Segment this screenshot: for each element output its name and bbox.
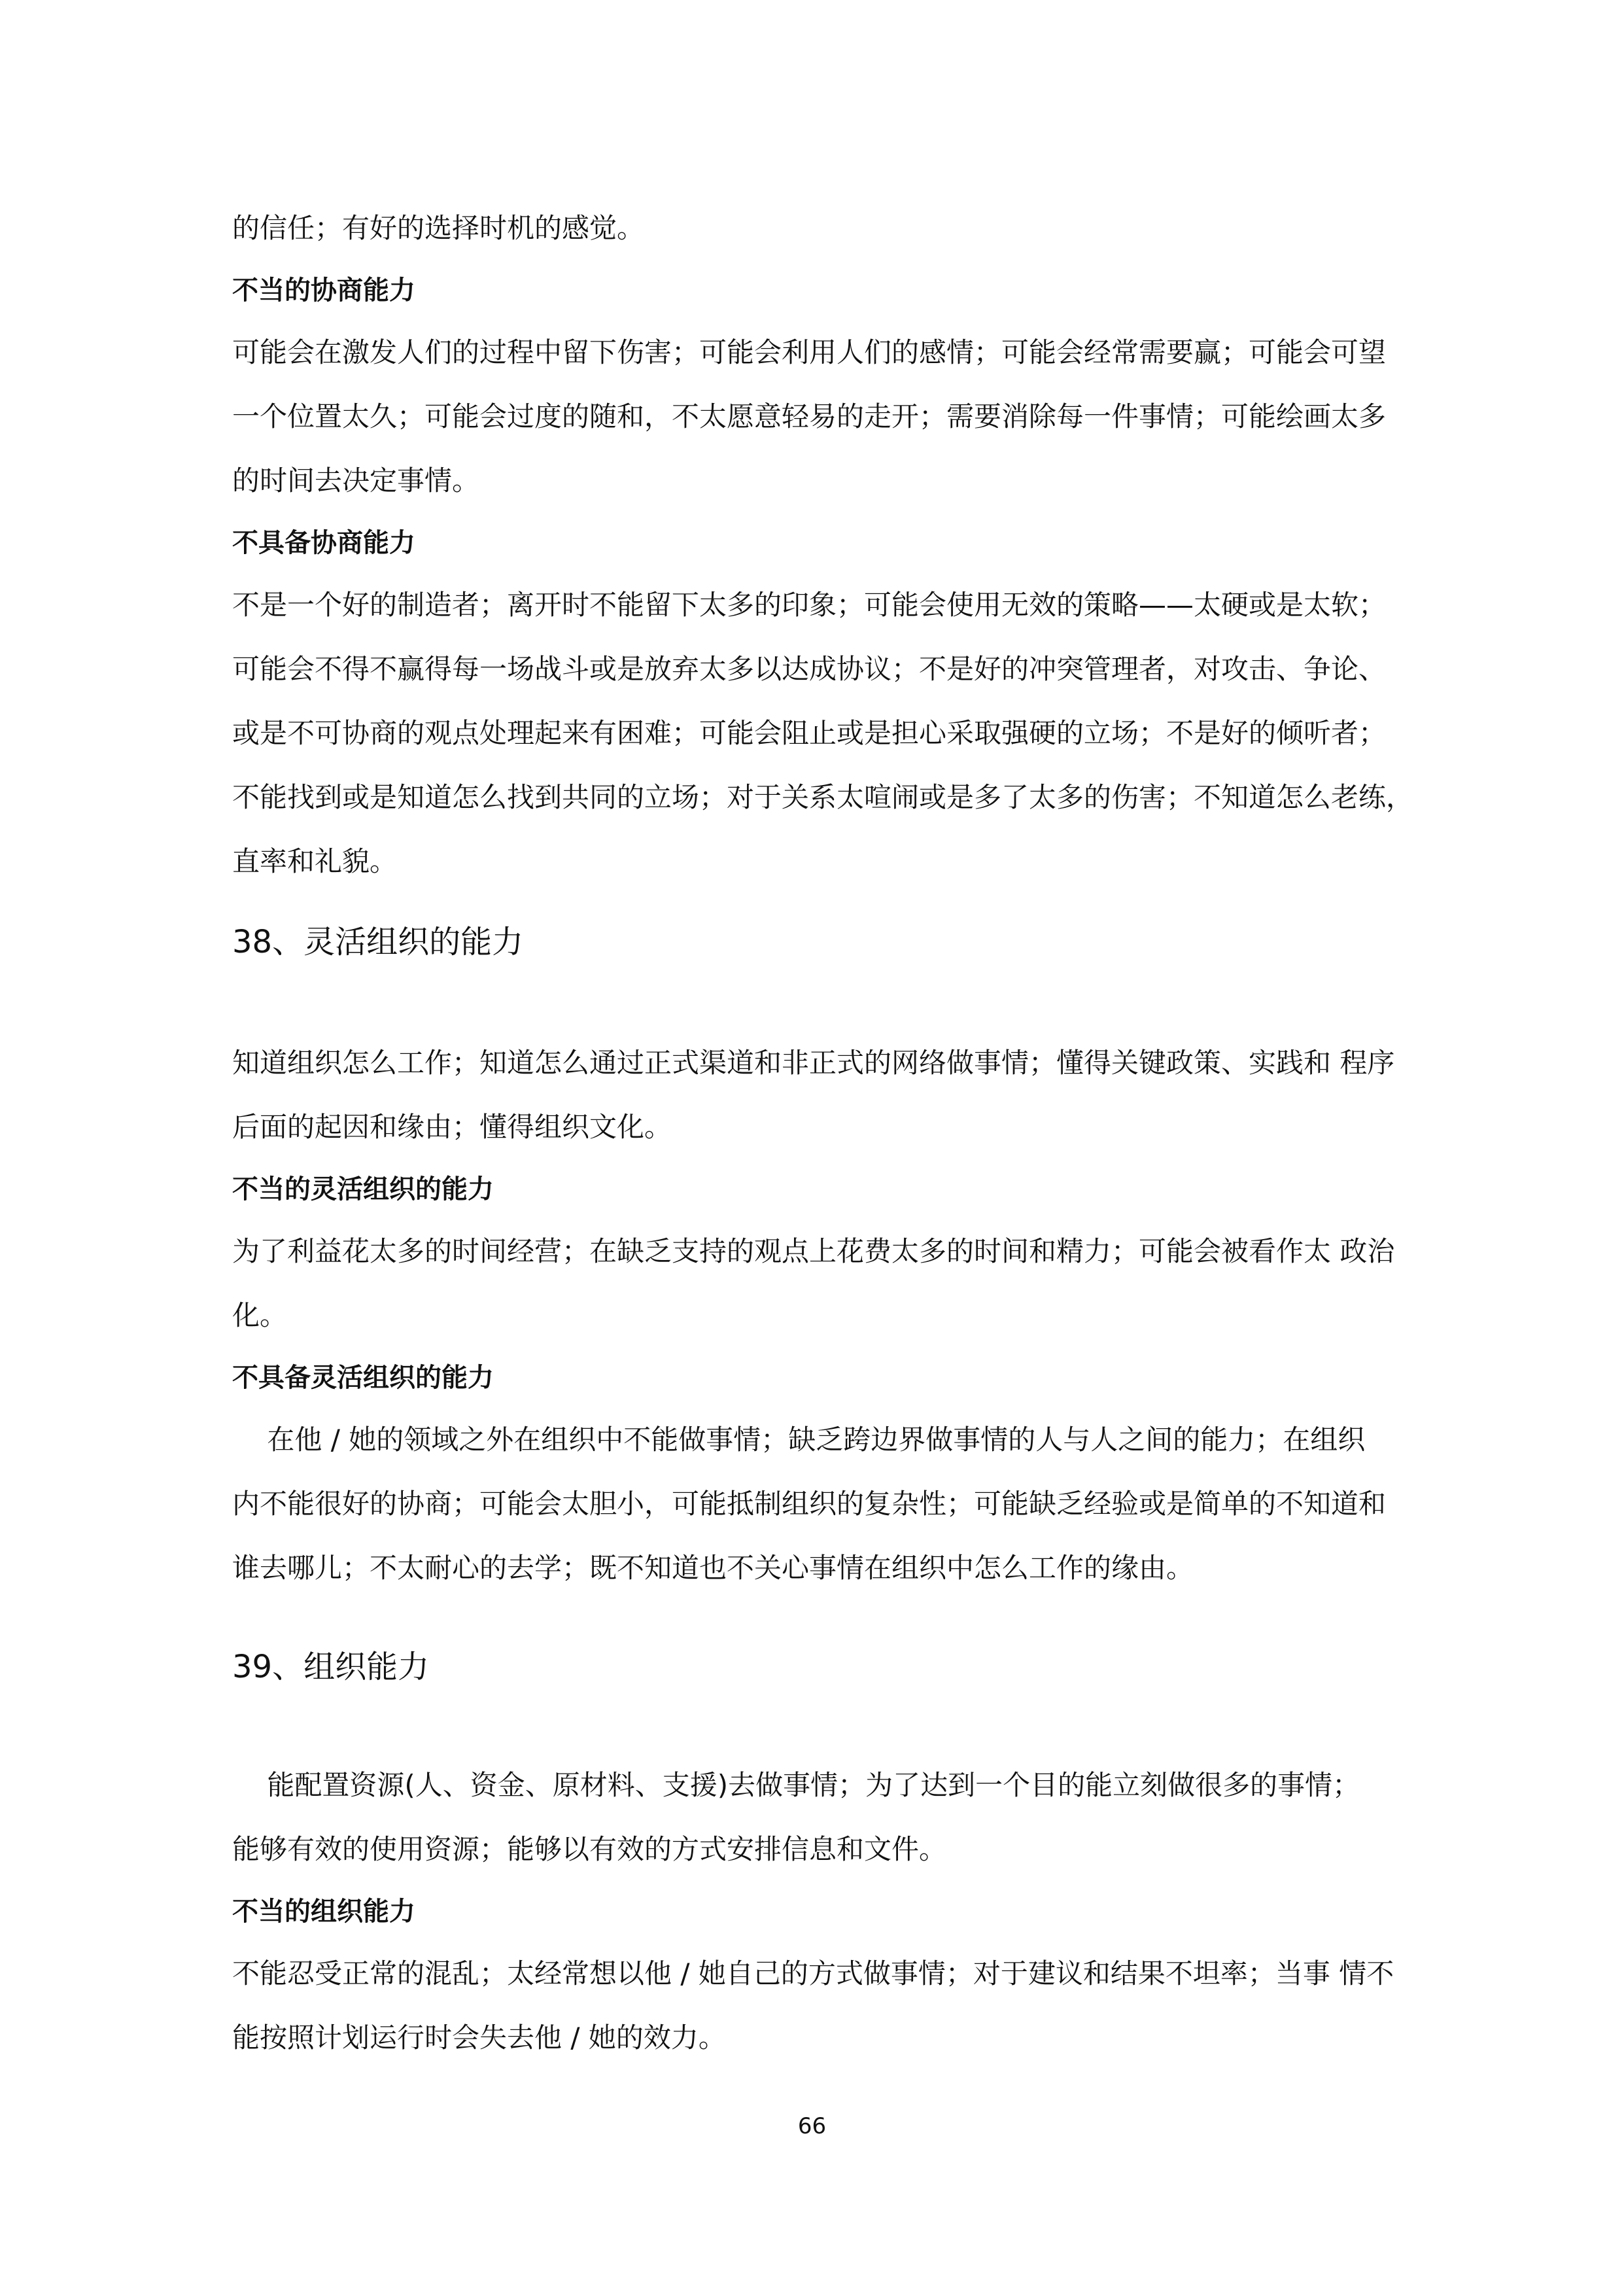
paragraph-line: 后面的起因和缘由；懂得组织文化。 xyxy=(232,1111,672,1143)
paragraph-line: 不能找到或是知道怎么找到共同的立场；对于关系太喧闹或是多了太多的伤害；不知道怎么老练， xyxy=(232,781,1414,813)
paragraph-line: 谁去哪儿；不太耐心的去学；既不知道也不关心事情在组织中怎么工作的缘由。 xyxy=(232,1552,1194,1584)
section-39 xyxy=(232,1753,1436,2070)
section-prev xyxy=(232,196,1436,894)
paragraph-line: 的时间去决定事情。 xyxy=(232,464,480,497)
subheading: 不当的协商能力 xyxy=(232,275,415,306)
section-heading-39: 39、组织能力 xyxy=(232,1649,430,1685)
paragraph-line: 的信任；有好的选择时机的感觉。 xyxy=(232,212,645,244)
paragraph-line: 能按照计划运行时会失去他 / 她的效力。 xyxy=(232,2022,726,2054)
paragraph-line: 为了利益花太多的时间经营；在缺乏支持的观点上花费太多的时间和精力；可能会被看作太 政治 xyxy=(232,1235,1395,1267)
paragraph-line: 能配置资源(人、资金、原材料、支援)去做事情；为了达到一个目的能立刻做很多的事情； xyxy=(232,1769,1360,1801)
page-number: 66 xyxy=(797,2113,827,2139)
paragraph-line: 或是不可协商的观点处理起来有困难；可能会阻止或是担心采取强硬的立场；不是好的倾听者； xyxy=(232,717,1387,749)
paragraph-line: 能够有效的使用资源；能够以有效的方式安排信息和文件。 xyxy=(232,1833,947,1865)
paragraph-line: 不是一个好的制造者；离开时不能留下太多的印象；可能会使用无效的策略——太硬或是太软； xyxy=(232,589,1387,621)
subheading: 不当的灵活组织的能力 xyxy=(232,1174,494,1204)
paragraph-line: 一个位置太久；可能会过度的随和，不太愿意轻易的走开；需要消除每一件事情；可能绘画太多 xyxy=(232,400,1387,432)
paragraph-line: 化。 xyxy=(232,1299,288,1331)
paragraph-line: 直率和礼貌。 xyxy=(232,845,398,877)
subheading: 不当的组织能力 xyxy=(232,1897,415,1927)
paragraph-line: 可能会在激发人们的过程中留下伤害；可能会利用人们的感情；可能会经常需要赢；可能会可望 xyxy=(232,336,1387,368)
paragraph-line: 不能忍受正常的混乱；太经常想以他 / 她自己的方式做事情；对于建议和结果不坦率；当事 情不 xyxy=(232,1957,1394,1989)
paragraph-line: 内不能很好的协商；可能会太胆小，可能抵制组织的复杂性；可能缺乏经验或是简单的不知道和 xyxy=(232,1488,1387,1520)
paragraph-line: 在他 / 她的领域之外在组织中不能做事情；缺乏跨边界做事情的人与人之间的能力；在组织 xyxy=(232,1424,1366,1456)
subheading: 不具备灵活组织的能力 xyxy=(232,1363,494,1393)
paragraph-line: 知道组织怎么工作；知道怎么通过正式渠道和非正式的网络做事情；懂得关键政策、实践和 程序 xyxy=(232,1047,1395,1079)
section-heading-38: 38、灵活组织的能力 xyxy=(232,924,524,960)
paragraph-line: 可能会不得不赢得每一场战斗或是放弃太多以达成协议；不是好的冲突管理者，对攻击、争论、 xyxy=(232,653,1387,685)
section-38 xyxy=(232,1031,1436,1600)
subheading: 不具备协商能力 xyxy=(232,528,415,558)
